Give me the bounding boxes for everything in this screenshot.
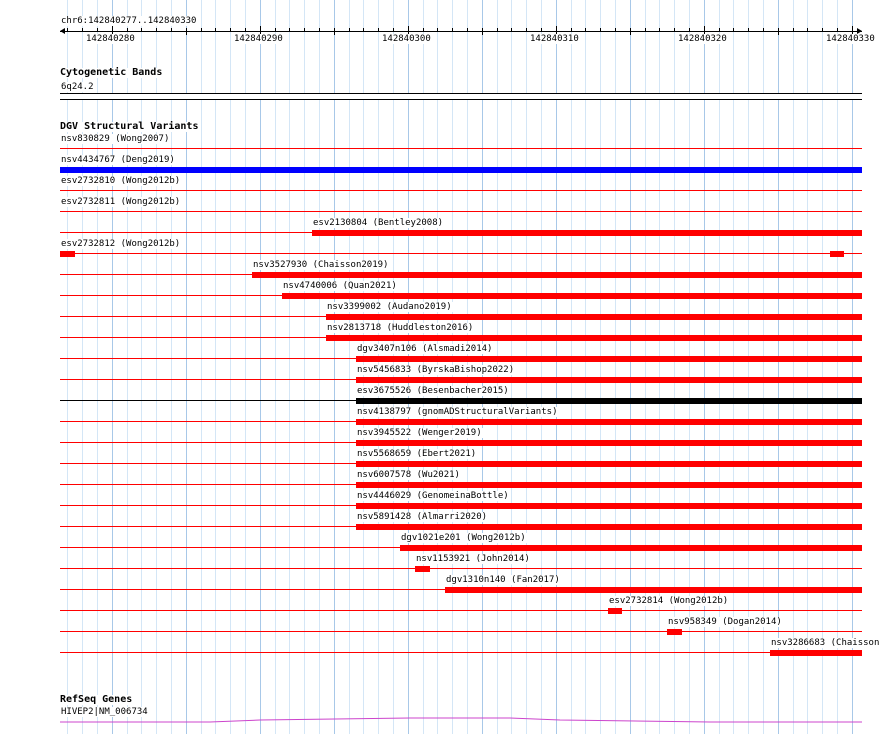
ruler-minor-tick [127, 28, 128, 32]
variant-label[interactable]: nsv830829 (Wong2007) [61, 134, 170, 144]
variant-label[interactable]: nsv5456833 (ByrskaBishop2022) [357, 365, 515, 375]
gridline [67, 0, 68, 734]
ruler-minor-tick [645, 28, 646, 32]
variant-label[interactable]: nsv4446029 (GenomeinaBottle) [357, 491, 509, 501]
ruler-minor-tick [67, 28, 68, 32]
variant-label[interactable]: dgv3407n106 (Alsmadi2014) [357, 344, 493, 354]
ruler-minor-tick [526, 28, 527, 32]
ruler-minor-tick [630, 28, 631, 35]
variant-block[interactable] [830, 251, 844, 257]
cytoband-label: 6q24.2 [61, 82, 94, 92]
ruler-minor-tick [748, 28, 749, 32]
ruler-minor-tick [467, 28, 468, 32]
ruler-minor-tick [452, 28, 453, 32]
ruler-minor-tick [541, 28, 542, 32]
variant-bar[interactable] [326, 335, 862, 341]
ruler-minor-tick [423, 28, 424, 32]
ruler-minor-tick [97, 28, 98, 32]
ruler-minor-tick [497, 28, 498, 32]
variant-bar[interactable] [770, 650, 862, 656]
variant-block[interactable] [608, 608, 622, 614]
gridline [807, 0, 808, 734]
ruler-minor-tick [393, 28, 394, 32]
variant-block[interactable] [60, 251, 75, 257]
ruler-minor-tick [511, 28, 512, 32]
ruler-minor-tick [82, 28, 83, 32]
ruler-minor-tick [289, 28, 290, 32]
variant-extent-line[interactable] [60, 652, 862, 653]
ruler-tick-label: 142840330 [826, 34, 875, 44]
ruler-minor-tick [201, 28, 202, 32]
ruler-minor-tick [659, 28, 660, 32]
variant-label[interactable]: esv2130804 (Bentley2008) [313, 218, 444, 228]
gridline [215, 0, 216, 734]
variant-label[interactable]: nsv3286683 (Chaisson [771, 638, 880, 648]
variant-label[interactable]: nsv4138797 (gnomADStructuralVariants) [357, 407, 558, 417]
variant-bar[interactable] [282, 293, 862, 299]
variant-bar[interactable] [60, 167, 862, 173]
location-label: chr6:142840277..142840330 [61, 16, 197, 26]
gridline [304, 0, 305, 734]
variant-label[interactable]: nsv2813718 (Huddleston2016) [327, 323, 474, 333]
gridline [186, 0, 187, 734]
variant-label[interactable]: esv2732812 (Wong2012b) [61, 239, 181, 249]
ruler-minor-tick [674, 28, 675, 32]
gridline [556, 0, 557, 734]
variant-label[interactable]: nsv5568659 (Ebert2021) [357, 449, 477, 459]
variant-label[interactable]: dgv1310n140 (Fan2017) [446, 575, 560, 585]
gridline [319, 0, 320, 734]
variant-label[interactable]: esv2732814 (Wong2012b) [609, 596, 729, 606]
ruler-minor-tick [171, 28, 172, 32]
gridline [112, 0, 113, 734]
variant-bar[interactable] [252, 272, 862, 278]
variant-bar[interactable] [356, 440, 862, 446]
gridline [793, 0, 794, 734]
gridline [541, 0, 542, 734]
gene-structure[interactable] [0, 714, 890, 728]
gridline [230, 0, 231, 734]
ruler-minor-tick [319, 28, 320, 32]
ruler-minor-tick [363, 28, 364, 32]
ruler-left-arrow-icon [60, 28, 65, 34]
gridline [852, 0, 853, 734]
variant-label[interactable]: nsv3399002 (Audano2019) [327, 302, 452, 312]
variant-bar[interactable] [356, 356, 862, 362]
ruler-minor-tick [245, 28, 246, 32]
gridline [156, 0, 157, 734]
gridline [289, 0, 290, 734]
variant-extent-line[interactable] [60, 148, 862, 149]
gridline [97, 0, 98, 734]
ruler-minor-tick [378, 28, 379, 32]
variant-bar[interactable] [356, 461, 862, 467]
variant-extent-line[interactable] [60, 631, 862, 632]
variant-label[interactable]: nsv4740006 (Quan2021) [283, 281, 397, 291]
cytoband-bottom-border [60, 99, 862, 100]
variant-label[interactable]: nsv3945522 (Wenger2019) [357, 428, 482, 438]
ruler-minor-tick [615, 28, 616, 32]
variant-label[interactable]: esv3675526 (Besenbacher2015) [357, 386, 509, 396]
gridline [349, 0, 350, 734]
gridline [585, 0, 586, 734]
gridline [260, 0, 261, 734]
variant-extent-line[interactable] [60, 610, 862, 611]
ruler-tick-label: 142840280 [86, 34, 135, 44]
variant-block[interactable] [415, 566, 430, 572]
variant-label[interactable]: nsv6007578 (Wu2021) [357, 470, 460, 480]
variant-label[interactable]: esv2732810 (Wong2012b) [61, 176, 181, 186]
gridline [171, 0, 172, 734]
ruler-minor-tick [733, 28, 734, 32]
gridline [600, 0, 601, 734]
ruler-minor-tick [186, 28, 187, 35]
gridline [615, 0, 616, 734]
ruler-tick-label: 142840290 [234, 34, 283, 44]
ruler-minor-tick [807, 28, 808, 32]
ruler-tick-label: 142840300 [382, 34, 431, 44]
gene-label[interactable]: HIVEP2|NM_006734 [61, 707, 148, 717]
variant-bar[interactable] [356, 419, 862, 425]
variant-bar[interactable] [356, 524, 862, 530]
gridline [275, 0, 276, 734]
gridline [571, 0, 572, 734]
gridline [822, 0, 823, 734]
ruler-minor-tick [334, 28, 335, 35]
ruler-tick-label: 142840320 [678, 34, 727, 44]
gridline [645, 0, 646, 734]
variant-bar[interactable] [356, 482, 862, 488]
variant-label[interactable]: nsv3527930 (Chaisson2019) [253, 260, 389, 270]
gridline [334, 0, 335, 734]
ruler-tick-label: 142840310 [530, 34, 579, 44]
ruler-minor-tick [793, 28, 794, 32]
ruler-minor-tick [585, 28, 586, 32]
ruler-minor-tick [275, 28, 276, 32]
variant-bar[interactable] [445, 587, 862, 593]
ruler-axis [60, 31, 862, 32]
variant-extent-line[interactable] [60, 211, 862, 212]
gridline [141, 0, 142, 734]
variant-label[interactable]: esv2732811 (Wong2012b) [61, 197, 181, 207]
gridline [201, 0, 202, 734]
variant-extent-line[interactable] [60, 568, 862, 569]
variant-label[interactable]: nsv1153921 (John2014) [416, 554, 530, 564]
gridline [630, 0, 631, 734]
ruler-minor-tick [215, 28, 216, 32]
gene-intron-line[interactable] [60, 718, 862, 722]
gridline [526, 0, 527, 734]
variant-extent-line[interactable] [60, 253, 862, 254]
ruler-minor-tick [349, 28, 350, 32]
variant-block[interactable] [667, 629, 682, 635]
gridline [127, 0, 128, 734]
ruler-minor-tick [230, 28, 231, 32]
variant-label[interactable]: nsv5891428 (Almarri2020) [357, 512, 488, 522]
variant-label[interactable]: dgv1021e201 (Wong2012b) [401, 533, 526, 543]
variant-bar[interactable] [356, 503, 862, 509]
variant-bar[interactable] [312, 230, 862, 236]
ruler-minor-tick [141, 28, 142, 32]
ruler-minor-tick [778, 28, 779, 35]
ruler-minor-tick [571, 28, 572, 32]
variant-bar[interactable] [326, 314, 862, 320]
ruler-minor-tick [437, 28, 438, 32]
variant-bar[interactable] [356, 377, 862, 383]
variant-label[interactable]: nsv958349 (Dogan2014) [668, 617, 782, 627]
ruler-minor-tick [600, 28, 601, 32]
ruler-minor-tick [156, 28, 157, 32]
refseq-track-title[interactable]: RefSeq Genes [60, 694, 133, 705]
ruler-minor-tick [304, 28, 305, 32]
ruler-minor-tick [689, 28, 690, 32]
variant-bar[interactable] [356, 398, 862, 404]
variant-bar[interactable] [400, 545, 862, 551]
gridline [82, 0, 83, 734]
dgv-track-title[interactable]: DGV Structural Variants [60, 121, 199, 132]
ruler-minor-tick [482, 28, 483, 35]
variant-extent-line[interactable] [60, 190, 862, 191]
ruler-minor-tick [763, 28, 764, 32]
variant-label[interactable]: nsv4434767 (Deng2019) [61, 155, 175, 165]
gridline [659, 0, 660, 734]
gridline [245, 0, 246, 734]
ruler-minor-tick [837, 28, 838, 32]
ruler-minor-tick [822, 28, 823, 32]
gridline [837, 0, 838, 734]
cytoband-track-title[interactable]: Cytogenetic Bands [60, 67, 163, 78]
ruler-minor-tick [719, 28, 720, 32]
